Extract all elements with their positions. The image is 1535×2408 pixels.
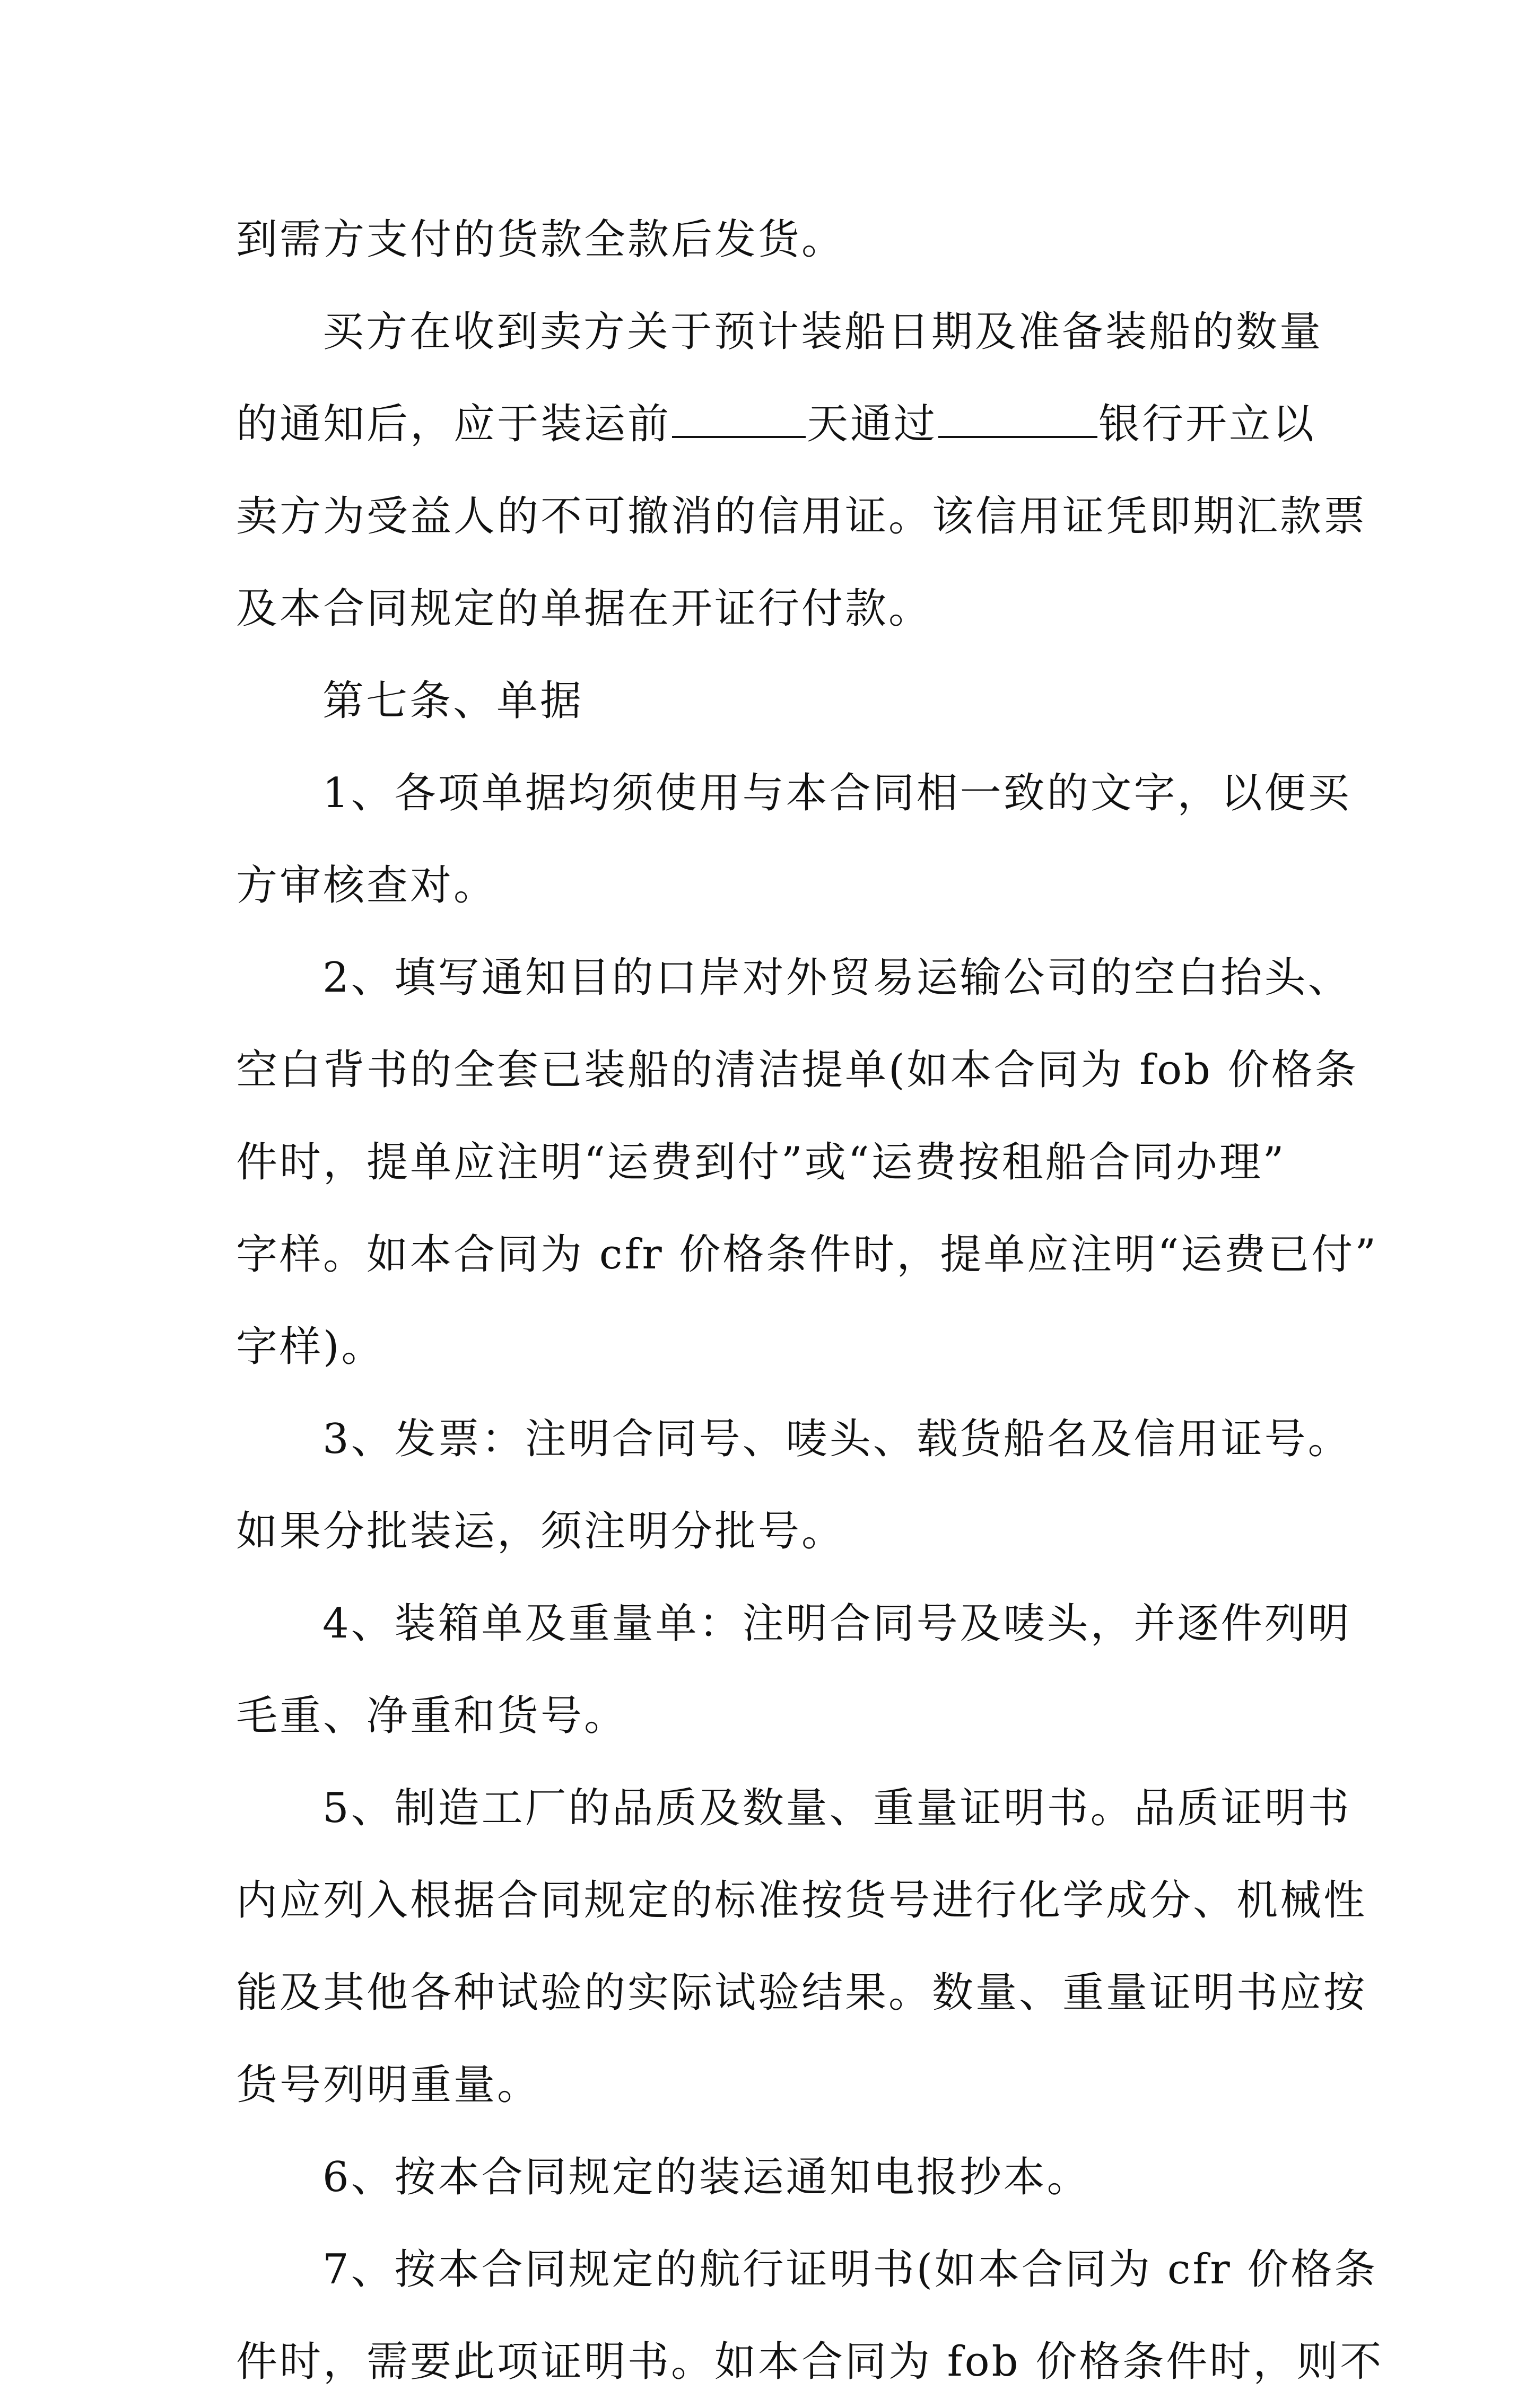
text-line: 字样。如本合同为 cfr 价格条件时，提单应注明“运费已付” bbox=[236, 1231, 1379, 1279]
list-item-6: 6、按本合同规定的装运通知电报抄本。 bbox=[322, 2153, 1091, 2201]
blank-bank-field bbox=[938, 399, 1097, 438]
document-page bbox=[236, 194, 1384, 2408]
list-item-1: 1、各项单据均须使用与本合同相一致的文字，以便买 bbox=[322, 769, 1351, 817]
text-line: 内应列入根据合同规定的标准按货号进行化学成分、机械性 bbox=[236, 1877, 1367, 1924]
text-line: 能及其他各种试验的实际试验结果。数量、重量证明书应按 bbox=[236, 1969, 1367, 2017]
text-line: 字样)。 bbox=[236, 1323, 385, 1371]
text-segment: 天通过 bbox=[807, 400, 938, 448]
paragraph-line-payment: 买方在收到卖方关于预计装船日期及准备装船的数量 bbox=[322, 308, 1323, 356]
list-item-4: 4、装箱单及重量单：注明合同号及唛头，并逐件列明 bbox=[322, 1600, 1351, 1648]
text-line: 货号列明重量。 bbox=[236, 2061, 541, 2109]
list-item-3: 3、发票：注明合同号、唛头、载货船名及信用证号。 bbox=[322, 1415, 1351, 1463]
text-segment: 银行开立以 bbox=[1098, 400, 1316, 448]
text-line: 及本合同规定的单据在开证行付款。 bbox=[236, 585, 932, 633]
text-line: 方审核查对。 bbox=[236, 862, 498, 909]
text-line: 件时，需要此项证明书。如本合同为 fob 价格条件时，则不 bbox=[236, 2338, 1384, 2386]
text-line-with-blanks bbox=[236, 378, 1316, 470]
text-line: 如果分批装运，须注明分批号。 bbox=[236, 1508, 845, 1555]
text-segment: 的通知后，应于装运前 bbox=[236, 400, 671, 448]
text-line: 到需方支付的货款全款后发货。 bbox=[236, 216, 845, 264]
blank-days-field bbox=[672, 399, 806, 438]
text-line: 毛重、净重和货号。 bbox=[236, 1692, 628, 1740]
text-line: 空白背书的全套已装船的清洁提单(如本合同为 fob 价格条 bbox=[236, 1046, 1358, 1094]
list-item-7: 7、按本合同规定的航行证明书(如本合同为 cfr 价格条 bbox=[322, 2246, 1378, 2293]
list-item-5: 5、制造工厂的品质及数量、重量证明书。品质证明书 bbox=[322, 1784, 1351, 1832]
section-heading: 第七条、单据 bbox=[322, 677, 584, 725]
text-line: 卖方为受益人的不可撤消的信用证。该信用证凭即期汇款票 bbox=[236, 493, 1367, 540]
list-item-2: 2、填写通知目的口岸对外贸易运输公司的空白抬头、 bbox=[322, 954, 1351, 1002]
text-line: 件时，提单应注明“运费到付”或“运费按租船合同办理” bbox=[236, 1139, 1286, 1186]
